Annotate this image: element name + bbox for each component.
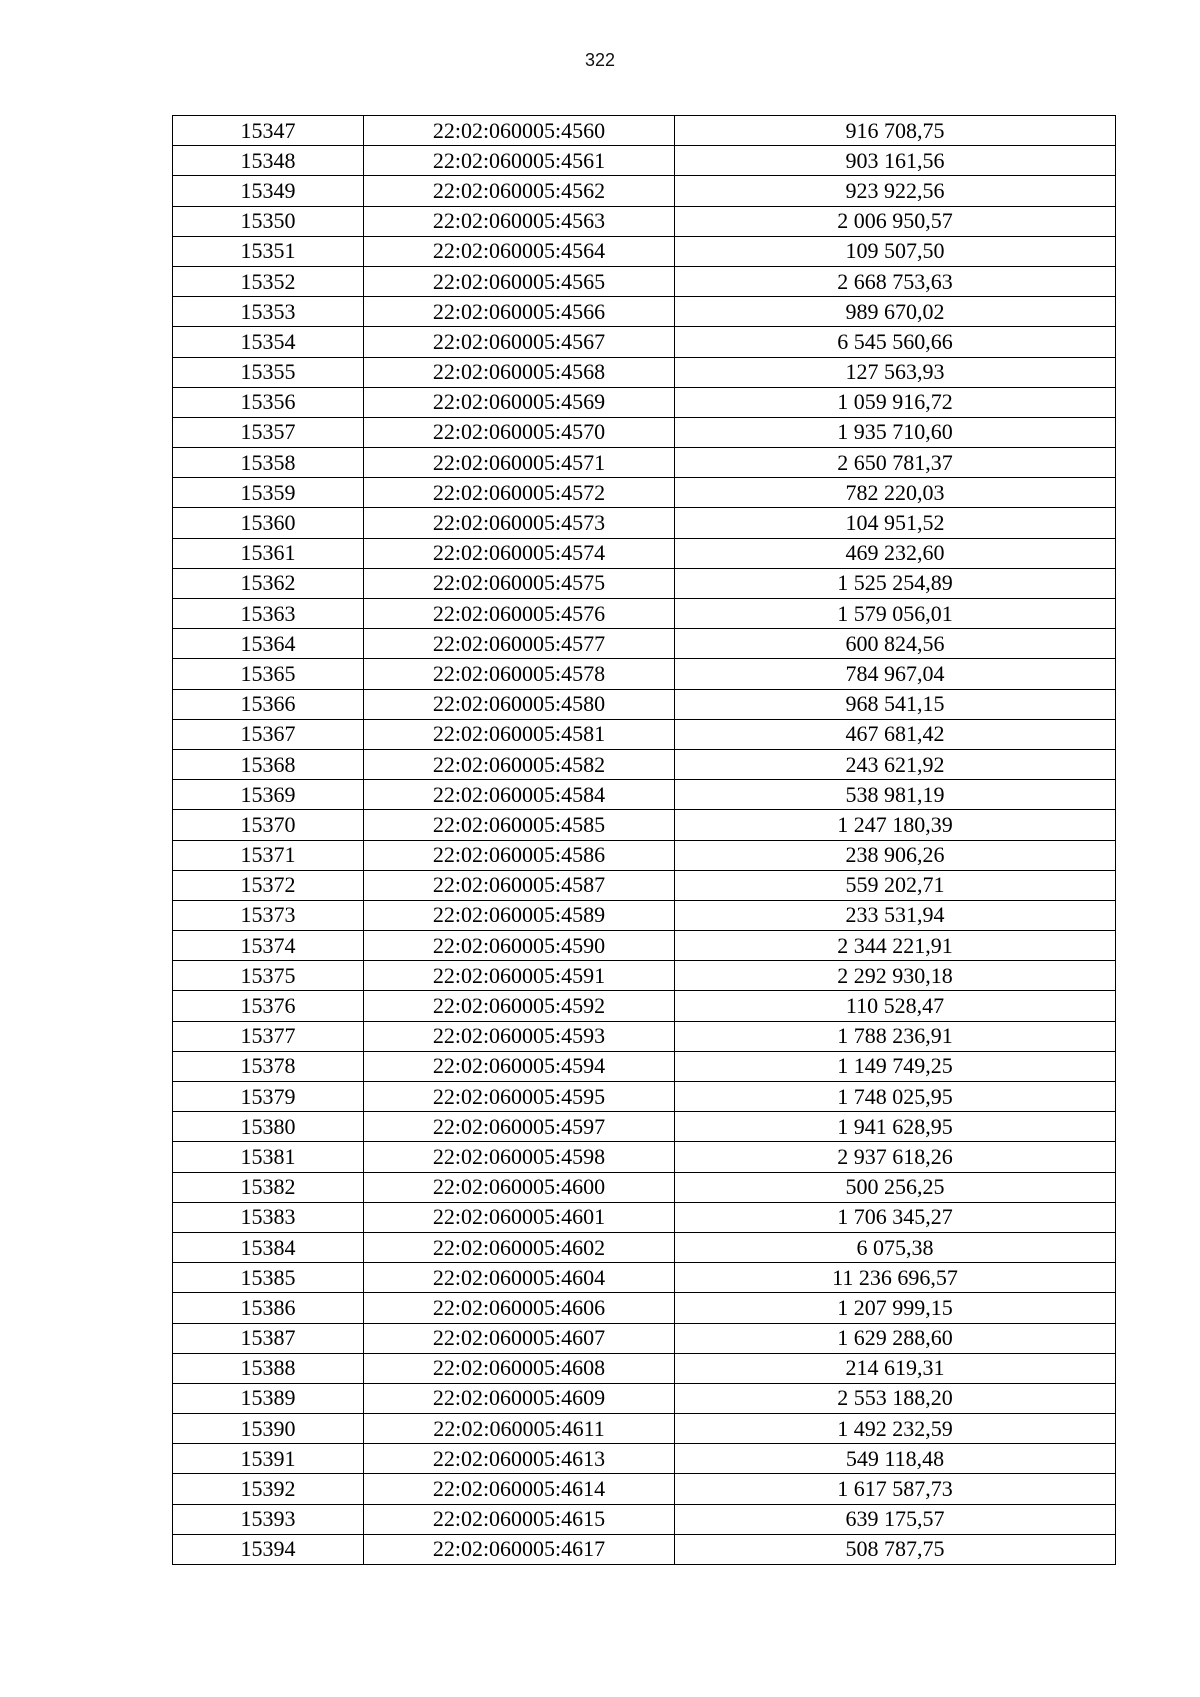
row-number-cell: 15362 — [173, 568, 364, 598]
cadastral-number-cell: 22:02:060005:4598 — [364, 1142, 675, 1172]
cadastral-number-cell: 22:02:060005:4565 — [364, 266, 675, 296]
table-row — [173, 659, 1116, 689]
cadastral-number-cell: 22:02:060005:4582 — [364, 749, 675, 779]
table-row — [173, 146, 1116, 176]
table-row — [173, 1172, 1116, 1202]
table-row — [173, 478, 1116, 508]
cadastral-value-cell: 110 528,47 — [675, 991, 1116, 1021]
cadastral-value-table — [172, 115, 1116, 1565]
cadastral-value-cell: 1 617 587,73 — [675, 1474, 1116, 1504]
cadastral-number-cell: 22:02:060005:4611 — [364, 1414, 675, 1444]
cadastral-value-cell: 2 006 950,57 — [675, 206, 1116, 236]
cadastral-value-cell: 639 175,57 — [675, 1504, 1116, 1534]
row-number-cell: 15369 — [173, 780, 364, 810]
row-number-cell: 15368 — [173, 749, 364, 779]
table-row — [173, 1112, 1116, 1142]
cadastral-value-cell: 1 706 345,27 — [675, 1202, 1116, 1232]
cadastral-value-cell: 2 553 188,20 — [675, 1383, 1116, 1413]
table-row — [173, 931, 1116, 961]
cadastral-number-cell: 22:02:060005:4607 — [364, 1323, 675, 1353]
table-row — [173, 1323, 1116, 1353]
row-number-cell: 15354 — [173, 327, 364, 357]
row-number-cell: 15347 — [173, 116, 364, 146]
cadastral-value-cell: 469 232,60 — [675, 538, 1116, 568]
cadastral-value-cell: 1 492 232,59 — [675, 1414, 1116, 1444]
cadastral-value-cell: 2 292 930,18 — [675, 961, 1116, 991]
cadastral-value-cell: 782 220,03 — [675, 478, 1116, 508]
cadastral-number-cell: 22:02:060005:4572 — [364, 478, 675, 508]
row-number-cell: 15378 — [173, 1051, 364, 1081]
table-row — [173, 1353, 1116, 1383]
cadastral-number-cell: 22:02:060005:4569 — [364, 387, 675, 417]
row-number-cell: 15356 — [173, 387, 364, 417]
row-number-cell: 15384 — [173, 1232, 364, 1262]
cadastral-number-cell: 22:02:060005:4564 — [364, 236, 675, 266]
cadastral-number-cell: 22:02:060005:4570 — [364, 417, 675, 447]
cadastral-number-cell: 22:02:060005:4577 — [364, 629, 675, 659]
cadastral-value-cell: 1 149 749,25 — [675, 1051, 1116, 1081]
table-row — [173, 599, 1116, 629]
cadastral-number-cell: 22:02:060005:4602 — [364, 1232, 675, 1262]
table-row — [173, 1263, 1116, 1293]
cadastral-number-cell: 22:02:060005:4575 — [364, 568, 675, 598]
table-row — [173, 689, 1116, 719]
row-number-cell: 15371 — [173, 840, 364, 870]
cadastral-value-cell: 467 681,42 — [675, 719, 1116, 749]
cadastral-value-cell: 538 981,19 — [675, 780, 1116, 810]
cadastral-value-cell: 500 256,25 — [675, 1172, 1116, 1202]
cadastral-value-cell: 6 075,38 — [675, 1232, 1116, 1262]
cadastral-value-cell: 2 650 781,37 — [675, 448, 1116, 478]
cadastral-value-cell: 989 670,02 — [675, 297, 1116, 327]
cadastral-number-cell: 22:02:060005:4576 — [364, 599, 675, 629]
cadastral-value-cell: 968 541,15 — [675, 689, 1116, 719]
cadastral-number-cell: 22:02:060005:4567 — [364, 327, 675, 357]
cadastral-number-cell: 22:02:060005:4560 — [364, 116, 675, 146]
row-number-cell: 15372 — [173, 870, 364, 900]
cadastral-value-cell: 6 545 560,66 — [675, 327, 1116, 357]
cadastral-number-cell: 22:02:060005:4585 — [364, 810, 675, 840]
cadastral-number-cell: 22:02:060005:4593 — [364, 1021, 675, 1051]
cadastral-value-cell: 784 967,04 — [675, 659, 1116, 689]
cadastral-value-cell: 214 619,31 — [675, 1353, 1116, 1383]
table-row — [173, 780, 1116, 810]
cadastral-value-cell: 2 668 753,63 — [675, 266, 1116, 296]
cadastral-number-cell: 22:02:060005:4600 — [364, 1172, 675, 1202]
cadastral-value-cell: 1 788 236,91 — [675, 1021, 1116, 1051]
cadastral-value-cell: 11 236 696,57 — [675, 1263, 1116, 1293]
cadastral-value-cell: 923 922,56 — [675, 176, 1116, 206]
row-number-cell: 15353 — [173, 297, 364, 327]
row-number-cell: 15365 — [173, 659, 364, 689]
table-row — [173, 1534, 1116, 1564]
cadastral-value-cell: 508 787,75 — [675, 1534, 1116, 1564]
table-row — [173, 387, 1116, 417]
table-row — [173, 719, 1116, 749]
cadastral-number-cell: 22:02:060005:4562 — [364, 176, 675, 206]
cadastral-number-cell: 22:02:060005:4613 — [364, 1444, 675, 1474]
row-number-cell: 15380 — [173, 1112, 364, 1142]
cadastral-value-cell: 238 906,26 — [675, 840, 1116, 870]
row-number-cell: 15350 — [173, 206, 364, 236]
cadastral-number-cell: 22:02:060005:4604 — [364, 1263, 675, 1293]
row-number-cell: 15357 — [173, 417, 364, 447]
table-row — [173, 1232, 1116, 1262]
table-row — [173, 840, 1116, 870]
cadastral-number-cell: 22:02:060005:4586 — [364, 840, 675, 870]
cadastral-number-cell: 22:02:060005:4568 — [364, 357, 675, 387]
table-row — [173, 900, 1116, 930]
row-number-cell: 15367 — [173, 719, 364, 749]
cadastral-number-cell: 22:02:060005:4581 — [364, 719, 675, 749]
table-row — [173, 1021, 1116, 1051]
cadastral-value-cell: 1 059 916,72 — [675, 387, 1116, 417]
table-row — [173, 206, 1116, 236]
cadastral-value-cell: 903 161,56 — [675, 146, 1116, 176]
table-row — [173, 991, 1116, 1021]
cadastral-number-cell: 22:02:060005:4608 — [364, 1353, 675, 1383]
row-number-cell: 15358 — [173, 448, 364, 478]
row-number-cell: 15389 — [173, 1383, 364, 1413]
cadastral-number-cell: 22:02:060005:4592 — [364, 991, 675, 1021]
cadastral-value-cell: 104 951,52 — [675, 508, 1116, 538]
table-row — [173, 1414, 1116, 1444]
cadastral-value-cell: 549 118,48 — [675, 1444, 1116, 1474]
row-number-cell: 15382 — [173, 1172, 364, 1202]
cadastral-value-cell: 1 207 999,15 — [675, 1293, 1116, 1323]
row-number-cell: 15394 — [173, 1534, 364, 1564]
table-row — [173, 538, 1116, 568]
cadastral-value-cell: 1 247 180,39 — [675, 810, 1116, 840]
cadastral-number-cell: 22:02:060005:4561 — [364, 146, 675, 176]
cadastral-number-cell: 22:02:060005:4578 — [364, 659, 675, 689]
table-row — [173, 448, 1116, 478]
row-number-cell: 15349 — [173, 176, 364, 206]
table-row — [173, 1383, 1116, 1413]
row-number-cell: 15390 — [173, 1414, 364, 1444]
row-number-cell: 15366 — [173, 689, 364, 719]
table-row — [173, 568, 1116, 598]
table-row — [173, 1474, 1116, 1504]
row-number-cell: 15363 — [173, 599, 364, 629]
table-row — [173, 1293, 1116, 1323]
table-row — [173, 870, 1116, 900]
cadastral-value-cell: 1 941 628,95 — [675, 1112, 1116, 1142]
cadastral-value-cell: 233 531,94 — [675, 900, 1116, 930]
cadastral-number-cell: 22:02:060005:4574 — [364, 538, 675, 568]
cadastral-value-cell: 600 824,56 — [675, 629, 1116, 659]
table-row — [173, 1202, 1116, 1232]
page-number: 322 — [584, 50, 616, 70]
row-number-cell: 15360 — [173, 508, 364, 538]
row-number-cell: 15376 — [173, 991, 364, 1021]
cadastral-number-cell: 22:02:060005:4617 — [364, 1534, 675, 1564]
table-row — [173, 1142, 1116, 1172]
cadastral-number-cell: 22:02:060005:4584 — [364, 780, 675, 810]
table-row — [173, 961, 1116, 991]
row-number-cell: 15348 — [173, 146, 364, 176]
cadastral-number-cell: 22:02:060005:4606 — [364, 1293, 675, 1323]
row-number-cell: 15387 — [173, 1323, 364, 1353]
cadastral-number-cell: 22:02:060005:4563 — [364, 206, 675, 236]
table-row — [173, 810, 1116, 840]
cadastral-value-cell: 1 935 710,60 — [675, 417, 1116, 447]
row-number-cell: 15373 — [173, 900, 364, 930]
row-number-cell: 15359 — [173, 478, 364, 508]
row-number-cell: 15374 — [173, 931, 364, 961]
table-row — [173, 357, 1116, 387]
cadastral-number-cell: 22:02:060005:4566 — [364, 297, 675, 327]
row-number-cell: 15364 — [173, 629, 364, 659]
row-number-cell: 15351 — [173, 236, 364, 266]
row-number-cell: 15377 — [173, 1021, 364, 1051]
table-row — [173, 236, 1116, 266]
row-number-cell: 15375 — [173, 961, 364, 991]
cadastral-value-cell: 1 525 254,89 — [675, 568, 1116, 598]
cadastral-number-cell: 22:02:060005:4609 — [364, 1383, 675, 1413]
cadastral-number-cell: 22:02:060005:4614 — [364, 1474, 675, 1504]
cadastral-number-cell: 22:02:060005:4601 — [364, 1202, 675, 1232]
cadastral-number-cell: 22:02:060005:4590 — [364, 931, 675, 961]
table-row — [173, 417, 1116, 447]
cadastral-value-cell: 1 629 288,60 — [675, 1323, 1116, 1353]
table-row — [173, 508, 1116, 538]
row-number-cell: 15386 — [173, 1293, 364, 1323]
row-number-cell: 15393 — [173, 1504, 364, 1534]
table-row — [173, 629, 1116, 659]
row-number-cell: 15392 — [173, 1474, 364, 1504]
table-body — [173, 116, 1116, 1565]
cadastral-number-cell: 22:02:060005:4573 — [364, 508, 675, 538]
row-number-cell: 15391 — [173, 1444, 364, 1474]
table-row — [173, 176, 1116, 206]
table-row — [173, 1082, 1116, 1112]
cadastral-number-cell: 22:02:060005:4571 — [364, 448, 675, 478]
cadastral-number-cell: 22:02:060005:4580 — [364, 689, 675, 719]
table-row — [173, 116, 1116, 146]
cadastral-number-cell: 22:02:060005:4591 — [364, 961, 675, 991]
cadastral-value-cell: 243 621,92 — [675, 749, 1116, 779]
cadastral-value-cell: 2 937 618,26 — [675, 1142, 1116, 1172]
cadastral-value-cell: 1 748 025,95 — [675, 1082, 1116, 1112]
cadastral-number-cell: 22:02:060005:4595 — [364, 1082, 675, 1112]
cadastral-number-cell: 22:02:060005:4615 — [364, 1504, 675, 1534]
table-row — [173, 1504, 1116, 1534]
row-number-cell: 15370 — [173, 810, 364, 840]
cadastral-number-cell: 22:02:060005:4597 — [364, 1112, 675, 1142]
row-number-cell: 15388 — [173, 1353, 364, 1383]
cadastral-number-cell: 22:02:060005:4594 — [364, 1051, 675, 1081]
cadastral-value-cell: 2 344 221,91 — [675, 931, 1116, 961]
row-number-cell: 15361 — [173, 538, 364, 568]
row-number-cell: 15381 — [173, 1142, 364, 1172]
row-number-cell: 15355 — [173, 357, 364, 387]
table-row — [173, 1051, 1116, 1081]
row-number-cell: 15379 — [173, 1082, 364, 1112]
cadastral-value-cell: 1 579 056,01 — [675, 599, 1116, 629]
cadastral-value-cell: 127 563,93 — [675, 357, 1116, 387]
table-row — [173, 327, 1116, 357]
table-row — [173, 266, 1116, 296]
row-number-cell: 15352 — [173, 266, 364, 296]
row-number-cell: 15385 — [173, 1263, 364, 1293]
cadastral-number-cell: 22:02:060005:4589 — [364, 900, 675, 930]
cadastral-number-cell: 22:02:060005:4587 — [364, 870, 675, 900]
table-row — [173, 749, 1116, 779]
row-number-cell: 15383 — [173, 1202, 364, 1232]
cadastral-value-cell: 559 202,71 — [675, 870, 1116, 900]
table-row — [173, 1444, 1116, 1474]
cadastral-value-cell: 109 507,50 — [675, 236, 1116, 266]
table-row — [173, 297, 1116, 327]
cadastral-value-cell: 916 708,75 — [675, 116, 1116, 146]
